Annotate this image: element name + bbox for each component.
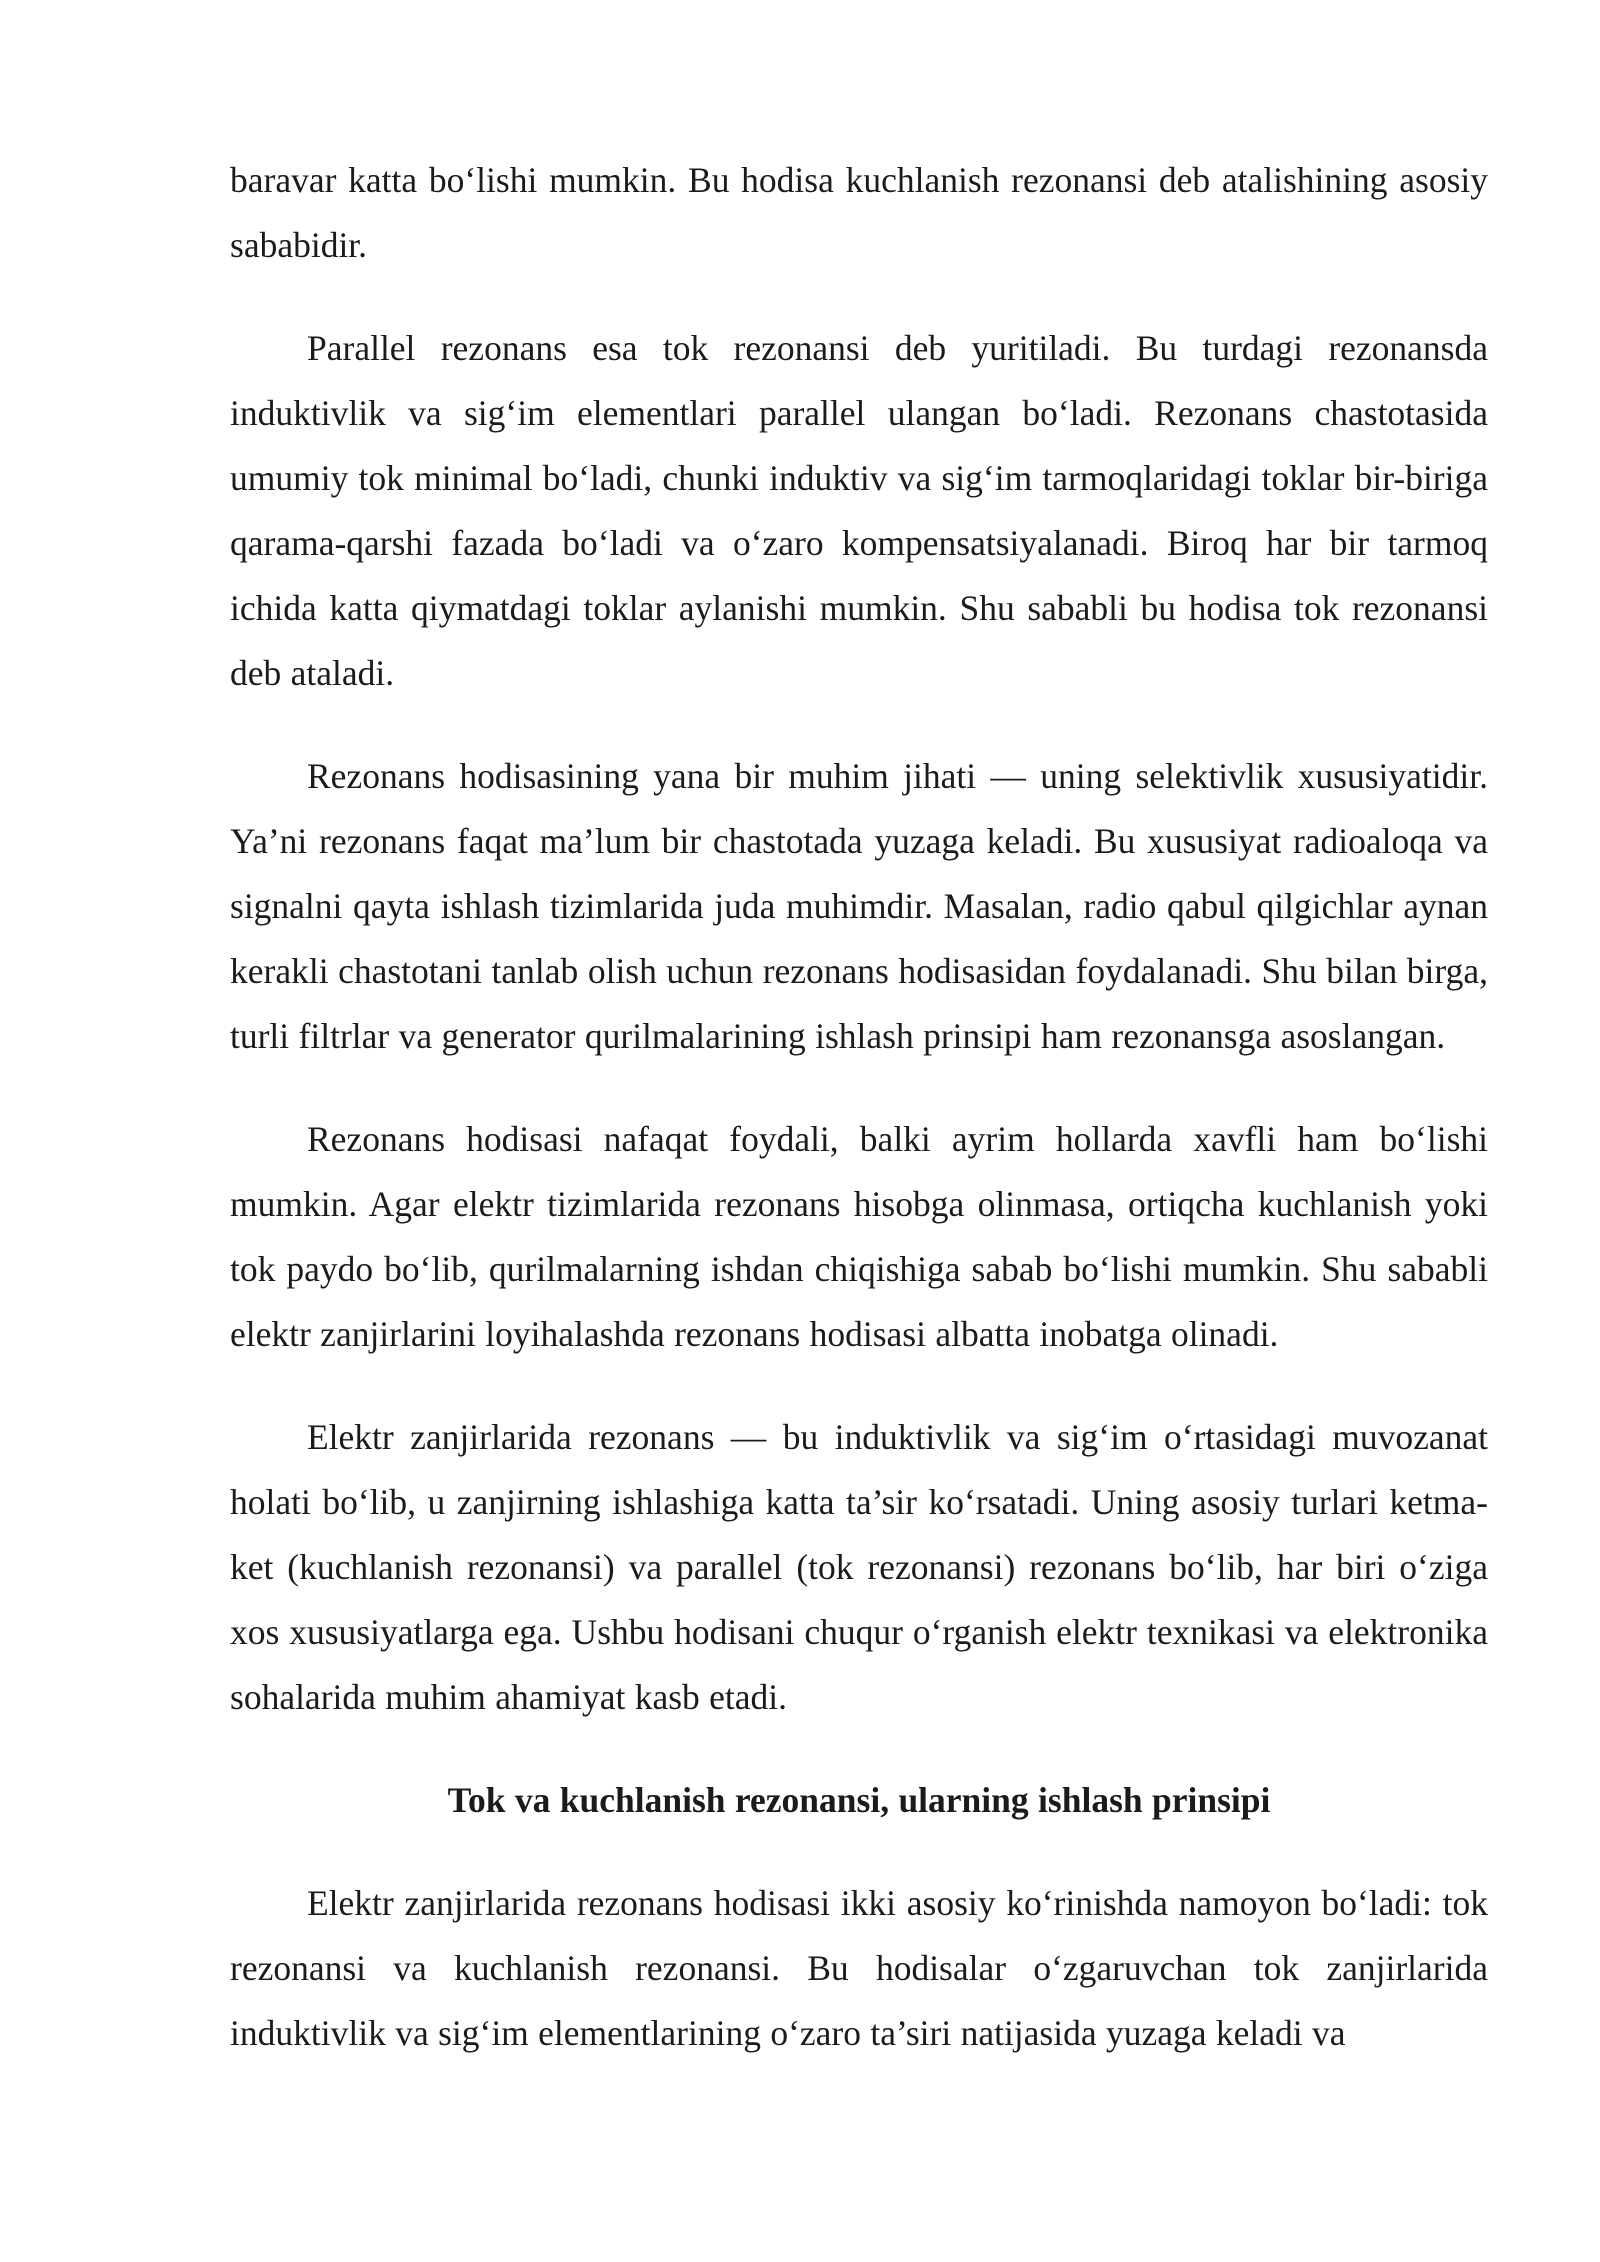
paragraph: Elektr zanjirlarida rezonans hodisasi ikki asosiy ko‘rinishda namoyon bo‘ladi: tok rezonansi va kuchlanish rezonansi. Bu hodisalar o‘zgaruvchan tok zanjirlarida induktivlik va sig‘im elementlarining o‘zaro ta’siri natijasida yuzaga keladi va [230, 1883, 1488, 2053]
paragraph: Elektr zanjirlarida rezonans — bu induktivlik va sig‘im o‘rtasidagi muvozanat holati bo‘lib, u zanjirning ishlashiga katta ta’sir ko‘rsatadi. Uning asosiy turlari ketma-ket (kuchlanish rezonansi) va parallel (tok rezonansi) rezonans bo‘lib, har biri o‘ziga xos xususiyatlarga ega. Ushbu hodisani chuqur o‘rganish elektr texnikasi va elektronika sohalarida muhim ahamiyat kasb etadi. [230, 1417, 1488, 1717]
document-page [230, 148, 1488, 2066]
paragraph: Rezonans hodisasi nafaqat foydali, balki ayrim hollarda xavfli ham bo‘lishi mumkin. Agar elektr tizimlarida rezonans hisobga olinmasa, ortiqcha kuchlanish yoki tok paydo bo‘lib, qurilmalarning ishdan chiqishiga sabab bo‘lishi mumkin. Shu sababli elektr zanjirlarini loyihalashda rezonans hodisasi albatta inobatga olinadi. [230, 1119, 1488, 1354]
paragraph: baravar katta bo‘lishi mumkin. Bu hodisa kuchlanish rezonansi deb atalishining asosiy sababidir. [230, 160, 1488, 265]
paragraph: Rezonans hodisasining yana bir muhim jihati — uning selektivlik xususiyatidir. Ya’ni rezonans faqat ma’lum bir chastotada yuzaga keladi. Bu xususiyat radioaloqa va signalni qayta ishlash tizimlarida juda muhimdir. Masalan, radio qabul qilgichlar aynan kerakli chastotani tanlab olish uchun rezonans hodisasidan foydalanadi. Shu bilan birga, turli filtrlar va generator qurilmalarining ishlash prinsipi ham rezonansga asoslangan. [230, 756, 1488, 1056]
section-heading: Tok va kuchlanish rezonansi, ularning ishlash prinsipi [447, 1780, 1271, 1820]
paragraph: Parallel rezonans esa tok rezonansi deb yuritiladi. Bu turdagi rezonansda induktivlik va sig‘im elementlari parallel ulangan bo‘ladi. Rezonans chastotasida umumiy tok minimal bo‘ladi, chunki induktiv va sig‘im tarmoqlaridagi toklar bir-biriga qarama-qarshi fazada bo‘ladi va o‘zaro kompensatsiyalanadi. Biroq har bir tarmoq ichida katta qiymatdagi toklar aylanishi mumkin. Shu sababli bu hodisa tok rezonansi deb ataladi. [230, 328, 1488, 693]
